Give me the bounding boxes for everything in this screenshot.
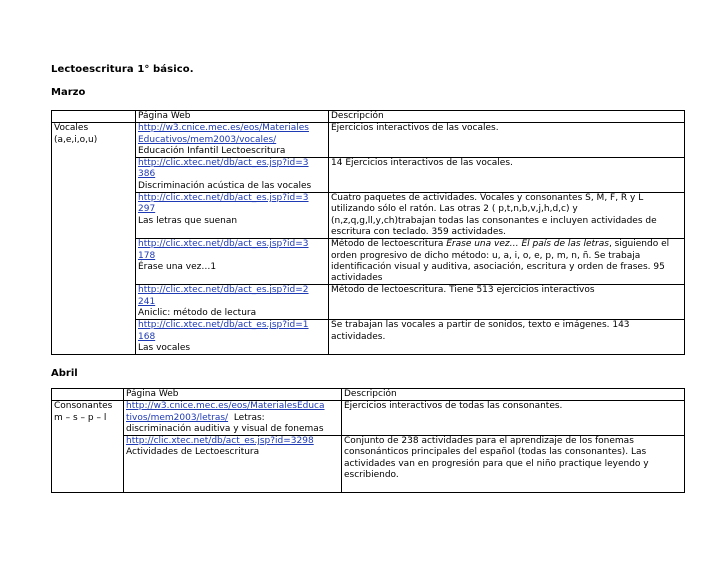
resource-link[interactable]: http://clic.xtec.net/db/act_es.jsp?id=3: [138, 193, 309, 204]
site-name: Educación Infantil Lectoescritura: [138, 145, 286, 156]
description-cell: [342, 401, 685, 436]
site-name: Las vocales: [138, 342, 191, 353]
description-text: 14 Ejercicios interactivos de las vocales.: [331, 158, 513, 169]
resource-link[interactable]: http://clic.xtec.net/db/act_es.jsp?id=2: [138, 285, 309, 296]
link-line: [126, 413, 339, 424]
table-row: [52, 123, 685, 158]
table-row: [52, 239, 685, 285]
site-name: discriminación auditiva y visual de fonemas: [126, 423, 324, 434]
category-label: Consonantes: [54, 401, 113, 412]
description-text: Conjunto de 238 actividades para el aprendizaje de los fonemas consonánticos principales del español (todas las consonantes). Las actividades van en progresión para que el niño practique leyendo y escribiendo.: [344, 436, 649, 481]
resource-link[interactable]: 241: [138, 296, 156, 307]
description-cell: [329, 123, 685, 158]
description-cell: [329, 320, 685, 355]
column-header: Descripción: [329, 111, 685, 123]
category-cell: [52, 401, 124, 493]
description-text: Método de lectoescritura. Tiene 513 ejercicios interactivos: [331, 285, 595, 296]
web-cell: [136, 158, 329, 193]
category-sublabel: m – s – p – l: [54, 412, 107, 423]
table-header-row: [52, 389, 685, 401]
site-name: Érase una vez…1: [138, 261, 217, 272]
site-name: Discriminación acústica de las vocales: [138, 180, 312, 191]
category-label: Vocales: [54, 123, 89, 134]
resource-link[interactable]: http://clic.xtec.net/db/act_es.jsp?id=3: [138, 239, 309, 250]
table-row: [52, 436, 685, 493]
table-row: [52, 401, 685, 436]
column-header: Página Web: [136, 111, 329, 123]
description-suffix: , siguiendo el orden progresivo de dicho método: u, a, i, o, e, p, m, n, ñ. Se trabaja identificación visual y auditiva, asociación, escritura y orden de frases. 95 actividades: [331, 239, 670, 284]
table-row: [52, 285, 685, 320]
web-cell: [136, 123, 329, 158]
site-name: Las letras que suenan: [138, 215, 238, 226]
description-text: Se trabajan las vocales a partir de sonidos, texto e imágenes. 143 actividades.: [331, 320, 630, 342]
web-cell: [124, 436, 342, 493]
resource-link[interactable]: 386: [138, 169, 156, 180]
table-row: [52, 158, 685, 193]
web-cell: [136, 320, 329, 355]
column-header: Descripción: [342, 389, 685, 401]
marzo-table: [51, 110, 685, 355]
resource-link[interactable]: 297: [138, 204, 156, 215]
section-title-marzo: Marzo: [51, 87, 86, 98]
column-header: Página Web: [124, 389, 342, 401]
category-cell: [52, 123, 136, 355]
description-cell: [329, 193, 685, 239]
resource-link[interactable]: http://w3.cnice.mec.es/eos/MaterialesEduca: [126, 401, 325, 412]
web-cell: [136, 285, 329, 320]
description-cell: [342, 436, 685, 493]
resource-link[interactable]: http://clic.xtec.net/db/act_es.jsp?id=1: [138, 320, 309, 331]
table-row: [52, 193, 685, 239]
resource-link[interactable]: Educativos/mem2003/vocales/: [138, 134, 277, 145]
resource-link[interactable]: http://w3.cnice.mec.es/eos/Materiales: [138, 123, 309, 134]
resource-link[interactable]: 178: [138, 250, 156, 261]
site-name: Actividades de Lectoescritura: [126, 447, 260, 458]
table-cell: [52, 389, 124, 401]
description-cell: [329, 158, 685, 193]
table-header-row: [52, 111, 685, 123]
description-prefix: Método de lectoescritura: [331, 239, 447, 250]
category-sublabel: (a,e,i,o,u): [54, 134, 98, 145]
description-text: Ejercicios interactivos de todas las consonantes.: [344, 401, 563, 412]
resource-link[interactable]: http://clic.xtec.net/db/act_es.jsp?id=3: [138, 158, 309, 169]
description-cell: [329, 285, 685, 320]
description-text: [331, 239, 682, 284]
description-cell: [329, 239, 685, 285]
resource-link[interactable]: 168: [138, 331, 156, 342]
abril-table: [51, 388, 685, 493]
table-cell: [52, 111, 136, 123]
resource-link[interactable]: http://clic.xtec.net/db/act_es.jsp?id=3298: [126, 436, 314, 447]
description-text: Cuatro paquetes de actividades. Vocales y consonantes S, M, F, R y L utilizando sólo el ratón. Las otras 2 ( p,t,n,b,v,j,h,d,c) y (n,z,q,g,ll,y,ch)trabajan todas las consonantes e incluyen actividades de escritura con teclado. 359 actividades.: [331, 193, 657, 237]
document-title: Lectoescritura 1° básico.: [51, 64, 194, 75]
site-name-inline: Letras:: [228, 412, 265, 423]
web-cell: [136, 193, 329, 239]
section-title-abril: Abril: [51, 368, 78, 379]
description-text: Ejercicios interactivos de las vocales.: [331, 123, 499, 134]
web-cell: [124, 401, 342, 436]
resource-link[interactable]: tivos/mem2003/letras/: [126, 412, 229, 423]
method-title: Érase una vez… El país de las letras: [446, 239, 609, 250]
web-cell: [136, 239, 329, 285]
table-row: [52, 320, 685, 355]
site-name: Aniclic: método de lectura: [138, 308, 257, 319]
